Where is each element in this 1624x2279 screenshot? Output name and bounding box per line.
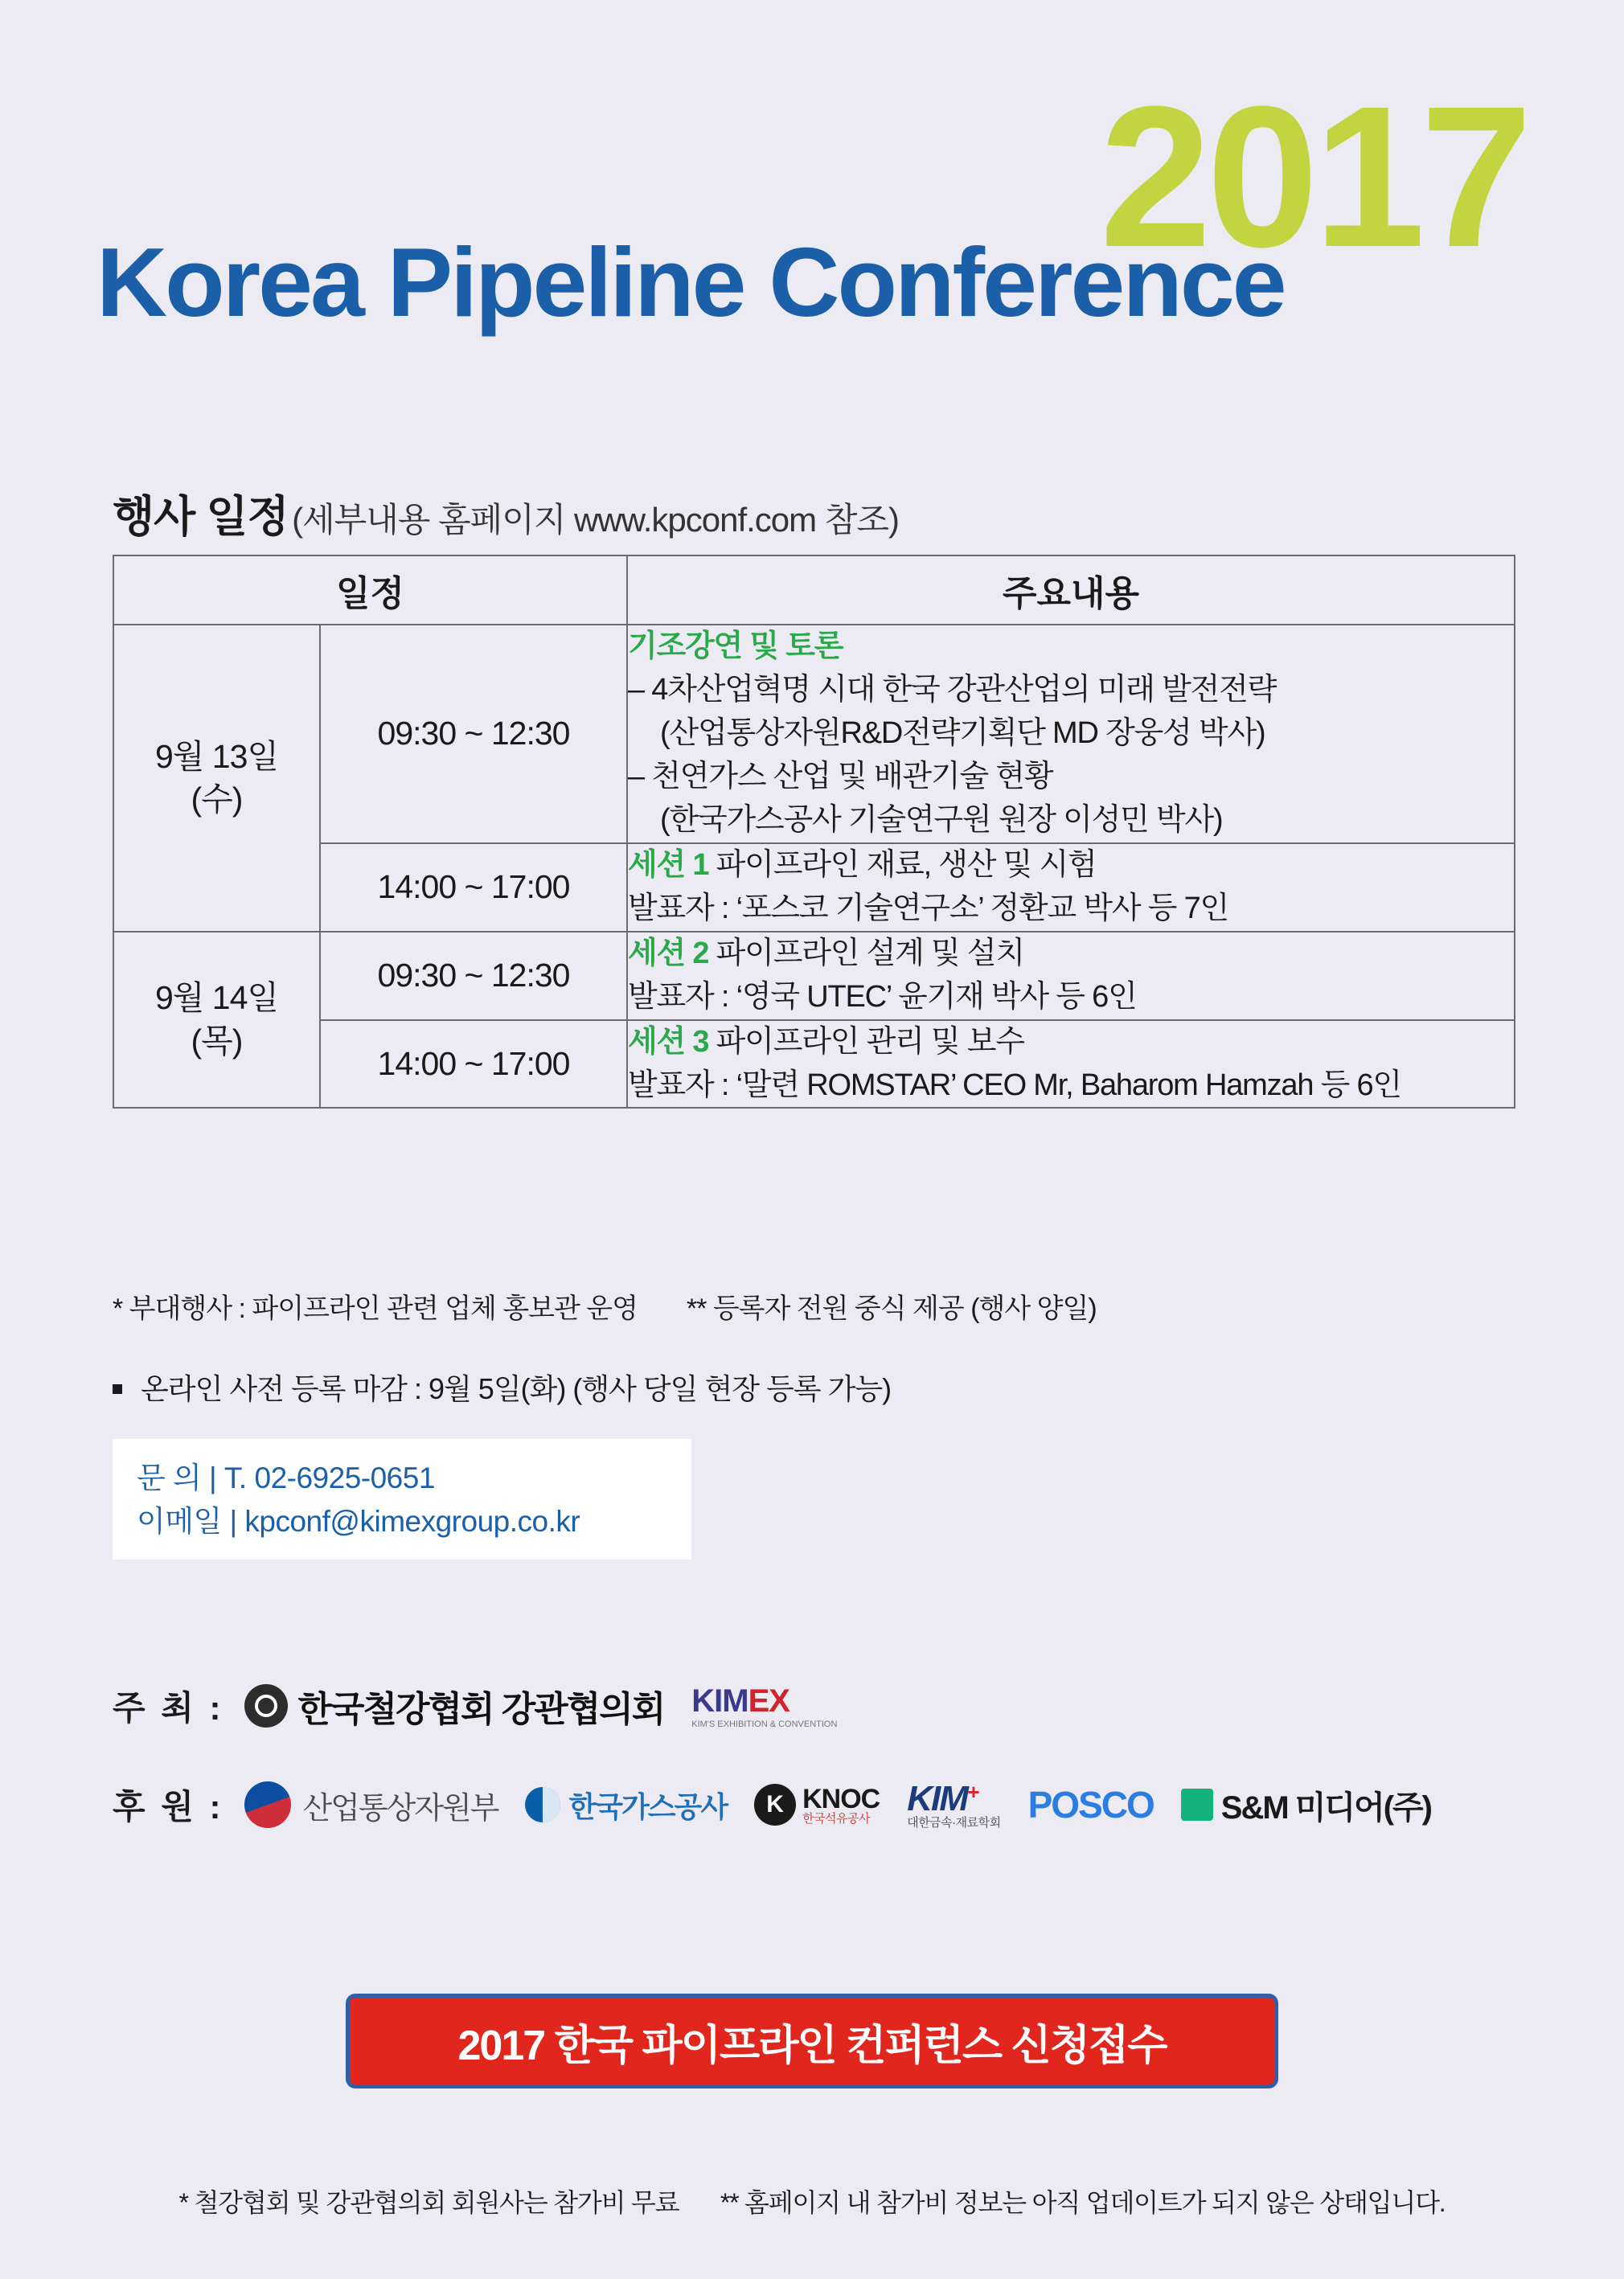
notes-row [113, 1286, 1097, 1326]
date-cell-sep13 [113, 625, 320, 932]
keynote-line-2: (산업통상자원R&D전략기획단 MD 장웅성 박사) [660, 715, 1265, 750]
host-label: 주 최 : [113, 1689, 224, 1727]
support-label: 후 원 : [113, 1788, 224, 1826]
time-cell: 14:00 ~ 17:00 [320, 843, 627, 932]
host-row [113, 1680, 864, 1732]
content-cell-session3 [627, 1020, 1515, 1109]
motie-name: 산업통상자원부 [302, 1791, 498, 1826]
kogas-logo-icon [525, 1787, 560, 1822]
contact-email[interactable]: 이메일 | kpconf@kimexgroup.co.kr [137, 1504, 580, 1538]
motie-taegeuk-icon [244, 1781, 291, 1828]
kimex-logo-icon: KIMEX KIM'S EXHIBITION & CONVENTION [691, 1683, 838, 1729]
schedule-heading-main: 행사 일정 [113, 493, 289, 541]
date-cell-sep14 [113, 932, 320, 1109]
logo-kogas [525, 1785, 727, 1826]
date-line-1: 9월 14일 [154, 979, 278, 1017]
logo-snm [1181, 1782, 1431, 1828]
support-row [113, 1778, 1458, 1830]
contact-phone: 문 의 | T. 02-6925-0651 [137, 1461, 435, 1494]
date-line-2: (수) [191, 780, 243, 818]
poster-header [0, 0, 1624, 418]
session1-title: 파이프라인 재료, 생산 및 시험 [716, 847, 1097, 882]
schedule-table [113, 555, 1515, 1109]
note-extra-event: * 부대행사 : 파이프라인 관련 업체 홍보관 운영 [113, 1293, 638, 1324]
knoc-logo-icon: K [754, 1784, 796, 1826]
footnote-row [0, 2183, 1624, 2220]
session3-title: 파이프라인 관리 및 보수 [716, 1024, 1024, 1059]
session3-label: 세션 3 [628, 1024, 709, 1059]
content-cell-session2 [627, 932, 1515, 1020]
logo-kimex [691, 1683, 837, 1729]
registration-deadline-row [113, 1367, 891, 1408]
kim-subtitle: 대한금속·재료학회 [907, 1815, 1001, 1830]
table-row [113, 932, 1515, 1020]
time-cell: 09:30 ~ 12:30 [320, 932, 627, 1020]
ksa-emblem-icon [244, 1684, 288, 1728]
footnote-left: * 철강협회 및 강관협의회 회원사는 참가비 무료 [178, 2188, 679, 2217]
year-text: 2017 [1099, 64, 1528, 289]
schedule-heading-sub: (세부내용 홈페이지 www.kpconf.com 참조) [292, 501, 899, 539]
knoc-name-text: KNOC [802, 1783, 880, 1814]
snm-media-logo-icon [1181, 1789, 1213, 1821]
snm-name: S&M 미디어(주) [1220, 1789, 1431, 1826]
contact-box [113, 1439, 691, 1560]
table-row [113, 625, 1515, 843]
session2-heading [628, 933, 1514, 976]
session2-title: 파이프라인 설계 및 설치 [716, 936, 1024, 970]
content-cell-keynote [627, 625, 1515, 843]
apply-button[interactable]: 2017 한국 파이프라인 컨퍼런스 신청접수 [346, 1994, 1278, 2088]
footnote-right: ** 홈페이지 내 참가비 정보는 아직 업데이트가 되지 않은 상태입니다. [720, 2188, 1446, 2217]
note-lunch: ** 등록자 전원 중식 제공 (행사 양일) [686, 1293, 1097, 1324]
table-row [113, 1020, 1515, 1109]
schedule-heading [113, 482, 899, 544]
session2-presenter: 발표자 : ‘영국 UTEC’ 윤기재 박사 등 6인 [628, 979, 1137, 1014]
keynote-line-1: – 4차산업혁명 시대 한국 강관산업의 미래 발전전략 [628, 672, 1277, 707]
kimex-ex: EX [748, 1683, 789, 1719]
kogas-name: 한국가스공사 [568, 1789, 728, 1823]
time-cell: 14:00 ~ 17:00 [320, 1020, 627, 1109]
registration-deadline-text: 온라인 사전 등록 마감 : 9월 5일(화) (행사 당일 현장 등록 가능) [141, 1372, 892, 1405]
logo-posco [1028, 1783, 1154, 1826]
table-row [113, 843, 1515, 932]
time-cell: 09:30 ~ 12:30 [320, 625, 627, 843]
logo-kim [907, 1778, 1001, 1830]
session1-label: 세션 1 [628, 847, 709, 882]
kimex-subtitle: KIM'S EXHIBITION & CONVENTION [691, 1719, 838, 1729]
keynote-line-3: – 천연가스 산업 및 배관기술 현황 [628, 759, 1053, 793]
knoc-subtitle: 한국석유공사 [802, 1811, 871, 1826]
column-header-content: 주요내용 [627, 555, 1515, 625]
knoc-name [802, 1785, 880, 1825]
logo-ksa [244, 1680, 664, 1732]
date-line-1: 9월 13일 [154, 737, 278, 775]
keynote-title: 기조강연 및 토론 [628, 629, 843, 663]
session3-heading [628, 1021, 1514, 1064]
ksa-name: 한국철강협회 강관협의회 [297, 1690, 665, 1729]
content-cell-session1 [627, 843, 1515, 932]
session2-label: 세션 2 [628, 936, 709, 970]
logo-motie [244, 1781, 498, 1828]
kim-logo-icon [907, 1778, 1001, 1830]
session3-presenter: 발표자 : ‘말련 ROMSTAR’ CEO Mr, Baharom Hamzah 등 6인 [628, 1068, 1401, 1102]
session1-presenter: 발표자 : ‘포스코 기술연구소’ 정환교 박사 등 7인 [628, 891, 1229, 925]
keynote-line-4: (한국가스공사 기술연구원 원장 이성민 박사) [660, 802, 1223, 837]
kim-plus-mark: + [966, 1779, 978, 1804]
table-header-row [113, 555, 1515, 625]
bullet-square-icon [113, 1384, 122, 1394]
date-line-2: (목) [191, 1022, 243, 1060]
column-header-date: 일정 [113, 555, 627, 625]
logo-knoc [754, 1784, 880, 1826]
kim-name-text: KIM [907, 1778, 967, 1818]
session1-heading [628, 844, 1514, 887]
page-title: Korea Pipeline Conference [96, 227, 1285, 337]
posco-logo-icon: POSCO [1027, 1784, 1154, 1826]
